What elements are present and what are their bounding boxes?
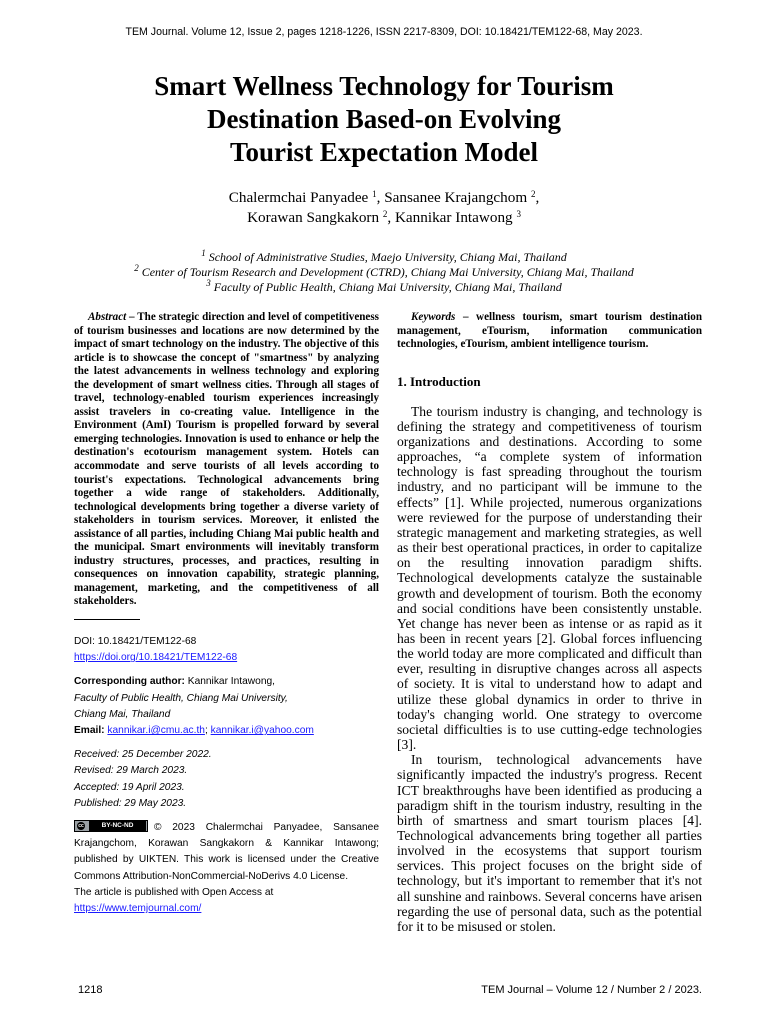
author-affil-sup: 3 — [516, 209, 521, 219]
running-head: TEM Journal. Volume 12, Issue 2, pages 1218-1226, ISSN 2217-8309, DOI: 10.18421/TEM122-68, May 2023. — [125, 26, 643, 38]
cc-license-badge-icon[interactable] — [74, 820, 148, 832]
doi-label: DOI: 10.18421/TEM122-68 — [74, 636, 197, 648]
author-affil-sup: 2 — [382, 209, 388, 219]
author-name: , Kannikar Intawong — [387, 209, 517, 226]
author-separator: , — [535, 189, 540, 206]
title-line-2: Destination Based-on Evolving — [206, 104, 562, 134]
article-metadata — [74, 634, 379, 917]
license-text: © 2023 Chalermchai Panyadee, Sansanee Krajangchom, Korawan Sangkakorn & Kannikar Intawong; published by UIKTEN. This work is licensed under the Creative Commons Attribution-NonCommercial-NoDerivs 4.0 License. — [74, 822, 379, 882]
journal-footer: TEM Journal – Volume 12 / Number 2 / 2023. — [481, 984, 702, 996]
affiliation-text: Faculty of Public Health, Chiang Mai University, Chiang Mai, Thailand — [210, 280, 562, 294]
abstract-text: – The strategic direction and level of competitiveness of tourism businesses and locations are now determined by the impact of smart technology on the industry. The objective of this article is to showcase the concept of "smartness" by analyzing the latest advancements in wellness technology and exploring the development of smart wellness cities. Through all stages of travel, technology-enabled tourism experiences increasingly assist travelers in co-creating value. Intelligence in the Environment (AmI) Tourism is propelled forward by several emerging technologies. Innovation is used to enhance or help the destination's ecotourism management system. Hotels can accommodate and serve tourists of all levels according to tourist's expectations. Technological advancements bring together a wide range of stakeholders. Additionally, technological developments bring together a diverse variety of stakeholders in tourism services. Moreover, it enlisted the assistance of all parties, including Chiang Mai public health and the municipal. Smart environments will inevitably transform industry structures, processes, and practices, resulting in consequences on innovation capability, strategic planning, management, marketing, and the competitiveness of all stakeholders. — [74, 311, 379, 608]
right-column — [397, 311, 702, 934]
author-affil-sup: 1 — [372, 189, 377, 199]
title-line-3: Tourist Expectation Model — [229, 137, 538, 167]
email-separator: ; — [204, 725, 211, 737]
corresponding-author-label: Corresponding author: — [74, 676, 185, 688]
revised-date: Revised: 29 March 2023. — [74, 765, 188, 777]
accepted-date: Accepted: 19 April 2023. — [74, 781, 185, 793]
abstract — [74, 311, 379, 609]
affiliation-sup: 1 — [201, 248, 206, 258]
body-paragraph: In tourism, technological advancements have significantly impacted the industry's progress. Recent ICT breakthroughs have been identified as producing a paradigm shift in the tourism industry, resulting in the birth of smartness and smart tourism places [4]. Technological advancements bring together all parties involved in the ecosystems that support tourism services. This project focuses on the bright side of technology, but it's important to remember that it's not all sunshine and rainbows. Several concerns have arisen regarding the use of personal data, such as the potential for it to be misused or stolen. — [397, 752, 703, 934]
author-name: Chalermchai Panyadee — [228, 189, 373, 206]
keywords-label: Keywords — [411, 311, 456, 323]
affiliation — [60, 250, 708, 265]
cc-circle-icon: cc — [78, 823, 84, 830]
cc-badge-label: BY-NC-ND — [89, 821, 146, 831]
published-date: Published: 29 May 2023. — [74, 797, 187, 809]
paper-title — [60, 70, 708, 169]
email-link-yahoo[interactable]: kannikar.i@yahoo.com — [210, 725, 314, 737]
abstract-label: Abstract — [88, 311, 127, 323]
email-label: Email: — [74, 725, 105, 737]
email-link-cmu[interactable]: kannikar.i@cmu.ac.th — [107, 725, 205, 737]
body-paragraph: The tourism industry is changing, and technology is defining the strategy and competitiveness of tourism organizations and destinations. According to some approaches, “a complete system of information technology is fast spreading throughout the tourism industry, and no participant will be immune to the effects” [1]. While projected, numerous organizations were reviewed for the purpose of understanding their strategic management and marketing strategies, as well as their best operational practices, in order to capitalize on the resulting innovation paradigm shifts. Technological developments catalyze the sustainable growth and development of tourism. Both the economy and social conditions have been consistently unstable. Yet change has never been as intense or as rapid as it has been in recent years [2]. Global forces influencing the world today are more complicated and difficult than ever, resulting in disruptive changes across all aspects of society. It is vital to understand how to adapt and utilize these global dynamics in order to thrive in today's changing world. One strategy to overcome societal difficulties is to use cutting-edge technologies [3]. — [397, 403, 702, 753]
received-date: Received: 25 December 2022. — [74, 749, 212, 761]
affiliations — [60, 250, 708, 295]
keywords-text: – wellness tourism, smart tourism destination management, eTourism, information communication technologies, eTourism, ambient intelligence tourism. — [397, 311, 702, 351]
keywords — [397, 311, 702, 352]
affiliation — [60, 265, 708, 280]
affiliation-sup: 2 — [134, 263, 139, 273]
journal-link[interactable]: https://www.temjournal.com/ — [74, 903, 202, 915]
title-line-1: Smart Wellness Technology for Tourism — [154, 71, 614, 101]
affiliation-text: Center of Tourism Research and Development (CTRD), Chiang Mai University, Chiang Mai, Thailand — [138, 265, 634, 279]
page-number: 1218 — [78, 984, 103, 996]
open-access-statement: The article is published with Open Access at — [74, 886, 274, 898]
section-heading-introduction: 1. Introduction — [397, 373, 481, 389]
corresponding-affiliation: Faculty of Public Health, Chiang Mai University, — [74, 692, 288, 704]
affiliation-sup: 3 — [206, 278, 211, 288]
footnote-rule — [74, 619, 140, 620]
author-list — [60, 188, 708, 228]
author-affil-sup: 2 — [530, 189, 536, 199]
author-name: Korawan Sangkakorn — [247, 209, 383, 226]
left-column — [74, 311, 379, 917]
corresponding-author-name: Kannikar Intawong, — [184, 676, 275, 688]
affiliation — [60, 280, 708, 295]
corresponding-location: Chiang Mai, Thailand — [74, 708, 171, 720]
doi-link[interactable]: https://doi.org/10.18421/TEM122-68 — [74, 652, 238, 664]
license-statement — [74, 820, 379, 885]
author-name: , Sansanee Krajangchom — [376, 189, 531, 206]
affiliation-text: School of Administrative Studies, Maejo University, Chiang Mai, Thailand — [205, 250, 567, 264]
